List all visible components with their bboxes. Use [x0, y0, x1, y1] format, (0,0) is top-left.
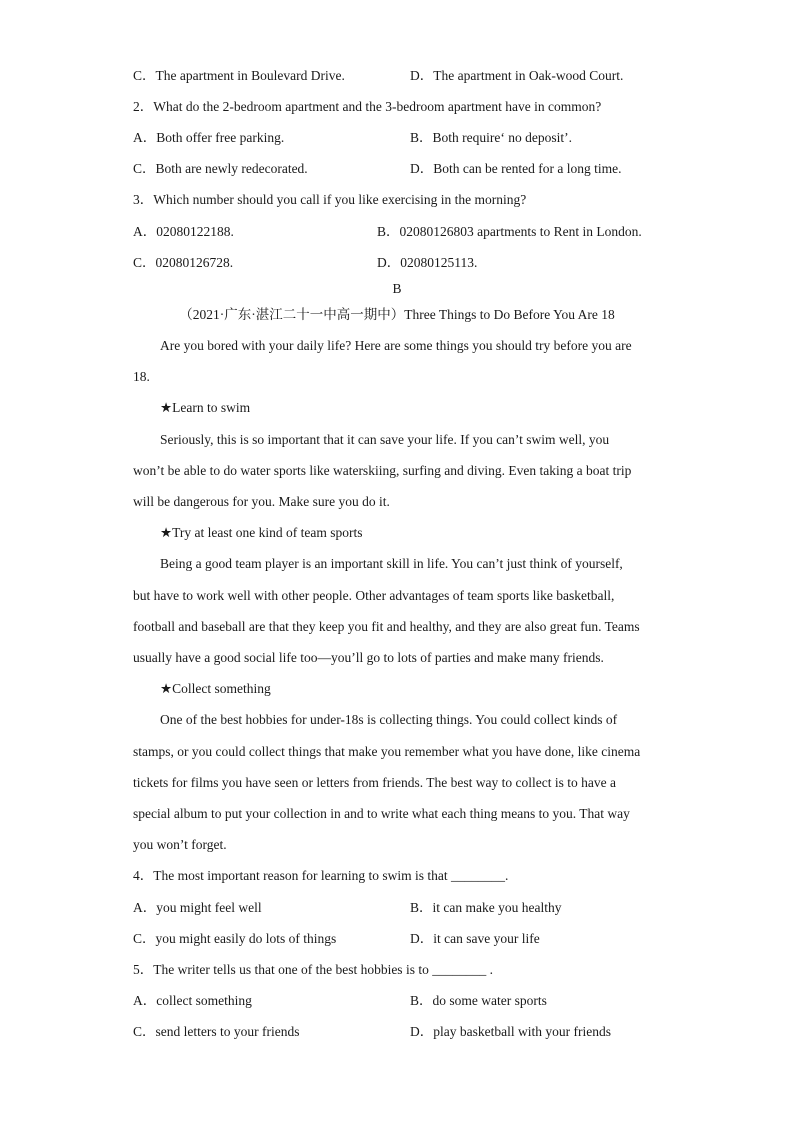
q4-option-a: A．you might feel well — [133, 900, 262, 915]
paragraph-line: Being a good team player is an important skill in life. You can’t just think of yourself, — [160, 556, 623, 571]
paragraph-line: will be dangerous for you. Make sure you do it. — [133, 494, 390, 509]
heading-learn-to-swim: ★Learn to swim — [160, 400, 251, 415]
paragraph-line: usually have a good social life too—you’ll go to lots of parties and make many friends. — [133, 650, 604, 665]
q2-option-d: D．Both can be rented for a long time. — [410, 161, 622, 176]
q3-option-d: D．02080125113. — [377, 255, 478, 270]
paragraph-line: you won’t forget. — [133, 837, 227, 852]
q3-option-a: A．02080122188. — [133, 224, 234, 239]
passage-intro: Are you bored with your daily life? Here are some things you should try before you are — [160, 338, 632, 353]
heading-collect-something: ★Collect something — [160, 681, 271, 696]
passage-intro-cont: 18. — [133, 369, 150, 384]
q4-stem: 4．The most important reason for learning to swim is that ________. — [133, 868, 509, 883]
q3-stem: 3．Which number should you call if you like exercising in the morning? — [133, 192, 527, 207]
paragraph-line: special album to put your collection in and to write what each thing means to you. That way — [133, 806, 630, 821]
q2-stem: 2．What do the 2-bedroom apartment and the 3-bedroom apartment have in common? — [133, 99, 602, 114]
paragraph-line: but have to work well with other people. Other advantages of team sports like basketball, — [133, 588, 615, 603]
q4-option-b: B．it can make you healthy — [410, 900, 562, 915]
q2-option-b: B．Both require‘ no deposit’. — [410, 130, 572, 145]
q4-option-d: D．it can save your life — [410, 931, 540, 946]
paragraph-line: stamps, or you could collect things that make you remember what you have done, like cinema — [133, 744, 641, 759]
paragraph-line: football and baseball are that they keep you fit and healthy, and they are also great fun. Teams — [133, 619, 640, 634]
q2-option-c: C．Both are newly redecorated. — [133, 161, 308, 176]
q4-option-c: C．you might easily do lots of things — [133, 931, 337, 946]
q3-option-c: C．02080126728. — [133, 255, 234, 270]
q5-option-c: C．send letters to your friends — [133, 1024, 300, 1039]
q5-stem: 5．The writer tells us that one of the best hobbies is to ________ . — [133, 962, 493, 977]
heading-team-sports: ★Try at least one kind of team sports — [160, 525, 363, 540]
paragraph-line: won’t be able to do water sports like waterskiing, surfing and diving. Even taking a boat trip — [133, 463, 632, 478]
q3-option-b: B．02080126803 apartments to Rent in London. — [377, 224, 642, 239]
q1-option-d: D．The apartment in Oak-wood Court. — [410, 68, 624, 83]
q5-option-b: B．do some water sports — [410, 993, 547, 1008]
q5-option-a: A．collect something — [133, 993, 252, 1008]
passage-title: （2021·广东·湛江二十一中高一期中）Three Things to Do Before You Are 18 — [179, 307, 615, 322]
section-letter: B — [392, 281, 402, 296]
paragraph-line: Seriously, this is so important that it can save your life. If you can’t swim well, you — [160, 432, 610, 447]
paragraph-line: tickets for films you have seen or letters from friends. The best way to collect is to have a — [133, 775, 616, 790]
q5-option-d: D．play basketball with your friends — [410, 1024, 611, 1039]
paragraph-line: One of the best hobbies for under-18s is collecting things. You could collect kinds of — [160, 712, 618, 727]
q1-option-c: C．The apartment in Boulevard Drive. — [133, 68, 345, 83]
q2-option-a: A．Both offer free parking. — [133, 130, 285, 145]
